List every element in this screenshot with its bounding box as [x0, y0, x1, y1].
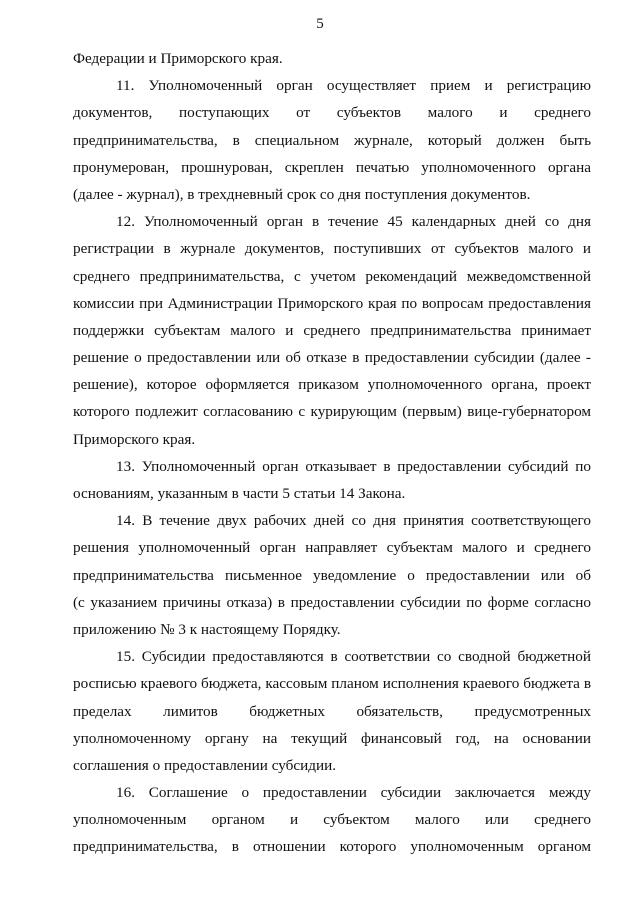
text-line: пределах лимитов бюджетных обязательств, предусмотренных — [73, 702, 591, 720]
text-line: регистрации в журнале документов, поступивших от субъектов малого и — [73, 240, 591, 258]
paragraph — [73, 208, 591, 453]
text-line: решения уполномоченный орган направляет субъектам малого и среднего — [73, 539, 591, 557]
page-number: 5 — [316, 16, 324, 32]
text-line: 15. Субсидии предоставляются в соответствии со сводной бюджетной — [116, 648, 591, 666]
text-line: поддержки субъектам малого и среднего предпринимательства принимает — [73, 321, 591, 339]
text-line: комиссии при Администрации Приморского края по вопросам предоставления — [73, 294, 591, 312]
text-line: уполномоченному органу на текущий финансовый год, на основании — [73, 729, 591, 747]
text-line: предпринимательства, в специальном журнале, который должен быть — [73, 131, 591, 149]
text-line: Приморского края. — [73, 430, 196, 448]
text-line: предпринимательства письменное уведомление о предоставлении или об — [73, 566, 591, 584]
paragraph — [73, 45, 591, 72]
text-line: пронумерован, прошнурован, скреплен печатью уполномоченного органа — [73, 158, 591, 176]
text-line: росписью краевого бюджета, кассовым планом исполнения краевого бюджета в — [73, 675, 591, 693]
text-line: решение), которое оформляется приказом уполномоченного органа, проект — [73, 376, 591, 394]
text-line: решение о предоставлении или об отказе в предоставлении субсидии (далее - — [73, 349, 591, 367]
document-body — [73, 45, 591, 861]
text-line: соглашения о предоставлении субсидии. — [73, 756, 337, 774]
text-line: среднего предпринимательства, с учетом рекомендаций межведомственной — [73, 267, 591, 285]
text-line: (далее - журнал), в трехдневный срок со дня поступления документов. — [73, 185, 531, 203]
text-line: 16. Соглашение о предоставлении субсидии заключается между — [116, 784, 591, 802]
text-line: которого подлежит согласованию с курирующим (первым) вице-губернатором — [73, 403, 591, 421]
text-line: 14. В течение двух рабочих дней со дня принятия соответствующего — [116, 512, 591, 530]
paragraph — [73, 507, 591, 643]
text-line: приложению № 3 к настоящему Порядку. — [73, 620, 341, 638]
text-line: основаниям, указанным в части 5 статьи 14 Закона. — [73, 485, 406, 502]
text-line: (с указанием причины отказа) в предоставлении субсидии по форме согласно — [73, 593, 591, 611]
text-line: 12. Уполномоченный орган в течение 45 календарных дней со дня — [116, 213, 591, 231]
text-line: Федерации и Приморского края. — [73, 50, 283, 67]
text-line: документов, поступающих от субъектов малого и среднего — [73, 104, 591, 122]
text-line: 11. Уполномоченный орган осуществляет прием и регистрацию — [116, 77, 591, 95]
paragraph — [73, 643, 591, 779]
paragraph — [73, 453, 591, 507]
paragraph — [73, 779, 591, 861]
text-line: 13. Уполномоченный орган отказывает в предоставлении субсидий по — [116, 457, 591, 475]
text-line: уполномоченным органом и субъектом малого или среднего — [73, 811, 591, 829]
text-line: предпринимательства, в отношении которого уполномоченным органом — [73, 838, 591, 856]
paragraph — [73, 72, 591, 208]
